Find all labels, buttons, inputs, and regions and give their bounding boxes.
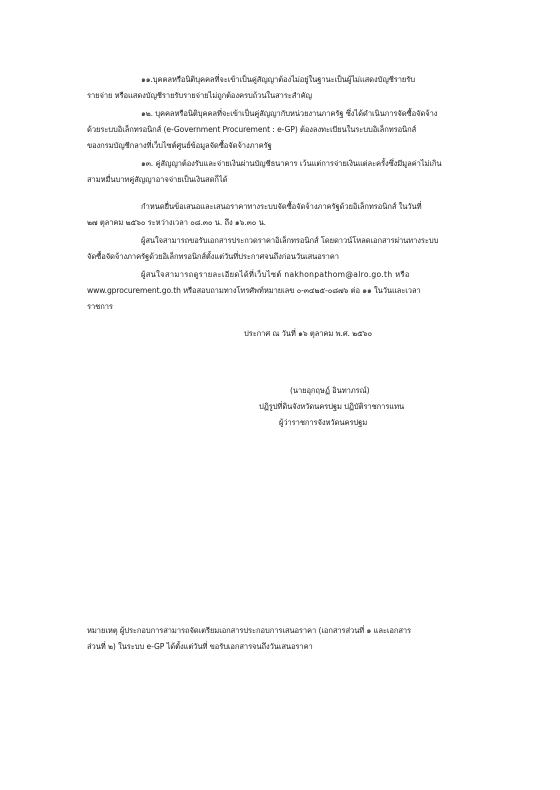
submission-line-1: กำหนดยื่นข้อเสนอและเสนอราคาทางระบบจัดซื้อจัดจ้างภาครัฐด้วยอิเล็กทรอนิกส์ ในวันที่	[141, 202, 422, 211]
clause-13-line-2: สามหมื่นบาทคู่สัญญาอาจจ่ายเป็นเงินสดก็ได้	[87, 175, 228, 184]
clause-12-line-2: ด้วยระบบอิเล็กทรอนิกส์ (e-Government Procurement : e-GP) ต้องลงทะเบียนในระบบอิเล็กทรอนิกส์	[87, 125, 417, 134]
contact-line-3: ราชการ	[87, 302, 113, 311]
signatory-name: (นายอุกฤษฏ์ อินทาภรณ์)	[290, 386, 370, 395]
signatory-position-1: ปฏิรูปที่ดินจังหวัดนครปฐม ปฏิบัติราชการแทน	[259, 402, 405, 411]
download-line-2: จัดซื้อจัดจ้างภาครัฐด้วยอิเล็กทรอนิกส์ตั้งแต่วันที่ประกาศจนถึงก่อนวันเสนอราคา	[87, 252, 339, 261]
announcement-date: ประกาศ ณ วันที่ ๑๖ ตุลาคม พ.ศ. ๒๕๖๐	[244, 329, 372, 338]
submission-line-2: ๒๗ ตุลาคม ๒๕๖๐ ระหว่างเวลา ๐๘.๓๐ น. ถึง ๑๖.๓๐ น.	[87, 218, 266, 227]
clause-13-line-1: ๑๓. คู่สัญญาต้องรับและจ่ายเงินผ่านบัญชีธนาคาร เว้นแต่การจ่ายเงินแต่ละครั้งซึ่งมีมูลค่าไม่เกิน	[141, 159, 442, 168]
clause-11-line-2: รายจ่าย หรือแสดงบัญชีรายรับรายจ่ายไม่ถูกต้องครบถ้วนในสาระสำคัญ	[87, 91, 312, 100]
clause-12-line-1: ๑๒. บุคคลหรือนิติบุคคลที่จะเข้าเป็นคู่สัญญากับหน่วยงานภาครัฐ ซึ่งได้ดำเนินการจัดซื้อจัดจ้าง	[141, 109, 438, 118]
clause-11-line-1: ๑๑.บุคคลหรือนิติบุคคลที่จะเข้าเป็นคู่สัญญาต้องไม่อยู่ในฐานะเป็นผู้ไม่แสดงบัญชีรายรับ	[141, 75, 415, 84]
clause-12-line-3: ของกรมบัญชีกลางที่เว็บไซต์ศูนย์ข้อมูลจัดซื้อจัดจ้างภาครัฐ	[87, 141, 272, 150]
remark-line-1: หมายเหตุ ผู้ประกอบการสามารถจัดเตรียมเอกสารประกอบการเสนอราคา (เอกสารส่วนที่ ๑ และเอกสาร	[87, 626, 412, 635]
contact-line-2: www.gprocurement.go.th หรือสอบถามทางโทรศัพท์หมายเลข ๐-๓๔๒๕-๐๘๗๖ ต่อ ๑๑ ในวันและเวลา	[87, 286, 421, 295]
signatory-position-2: ผู้ว่าราชการจังหวัดนครปฐม	[279, 418, 368, 427]
contact-line-1: ผู้สนใจสามารถดูรายละเอียดได้ที่เว็บไซต์ nakhonpathom@alro.go.th หรือ	[141, 270, 410, 279]
remark-line-2: ส่วนที่ ๒) ในระบบ e-GP ได้ตั้งแต่วันที่ ขอรับเอกสารจนถึงวันเสนอราคา	[87, 642, 313, 651]
download-line-1: ผู้สนใจสามารถขอรับเอกสารประกวดราคาอิเล็กทรอนิกส์ โดยดาวน์โหลดเอกสารผ่านทางระบบ	[141, 236, 439, 245]
